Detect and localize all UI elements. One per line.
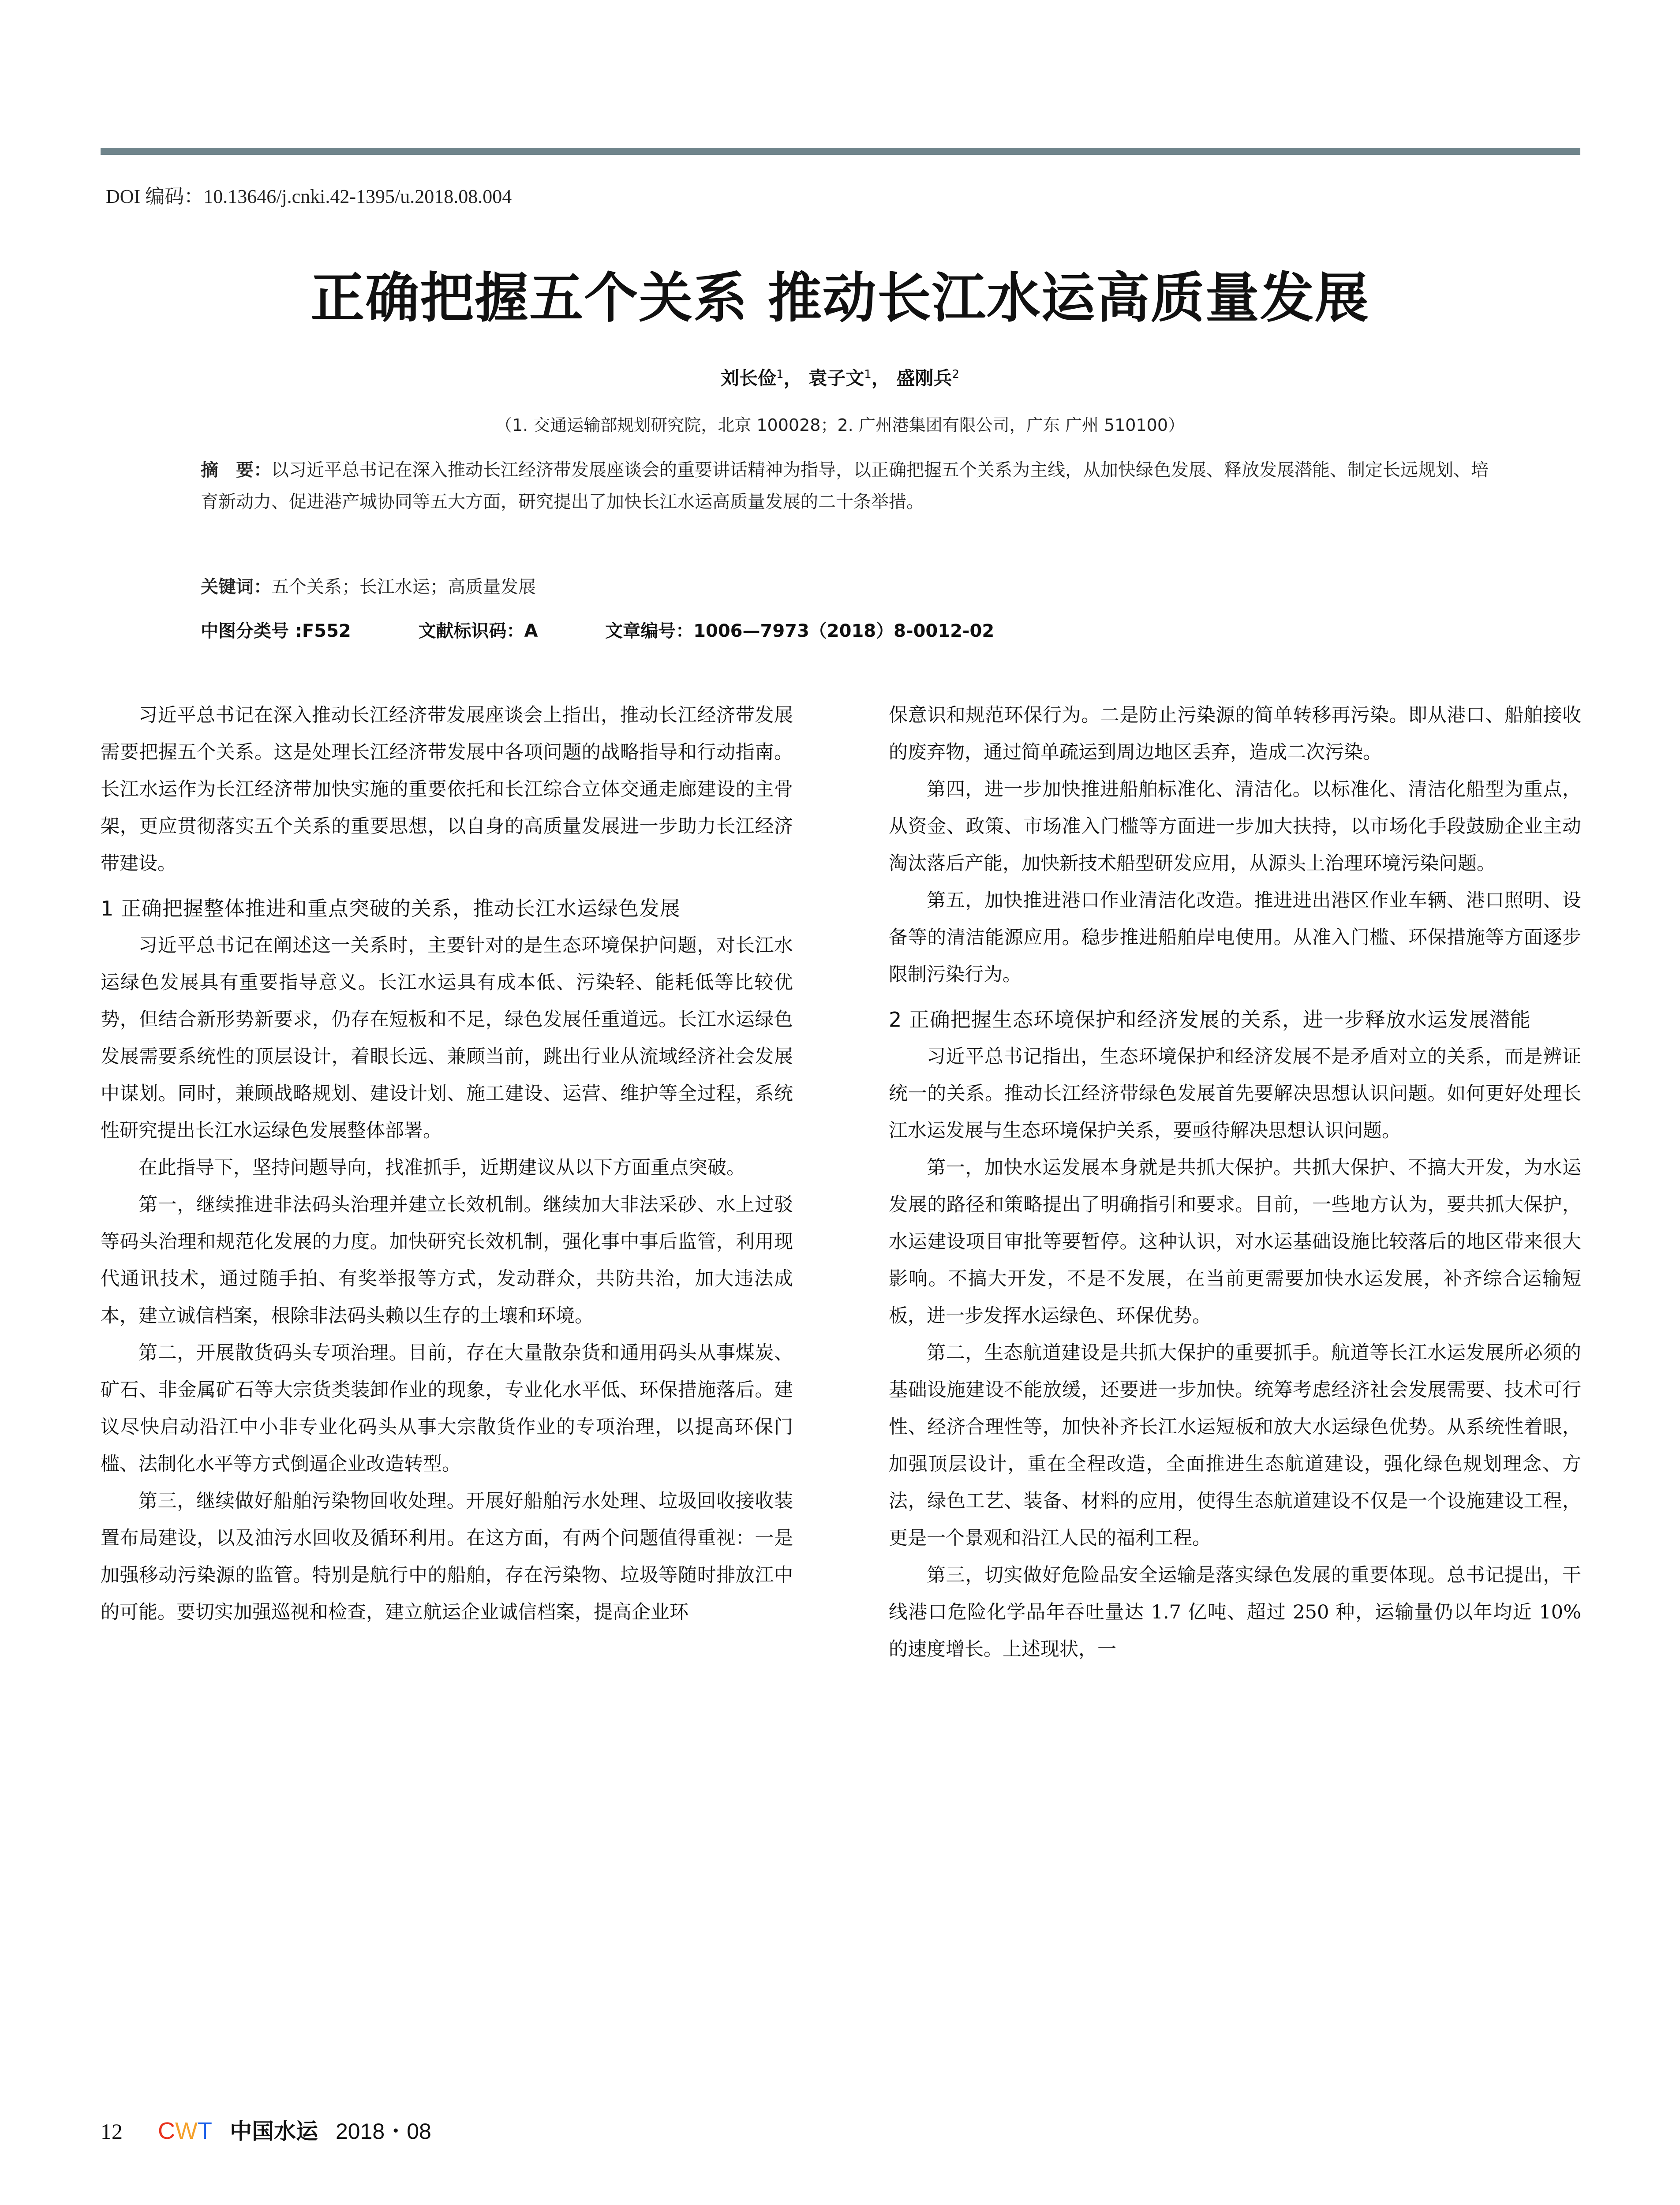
keywords — [201, 575, 536, 599]
paragraph: 保意识和规范环保行为。二是防止污染源的简单转移再污染。即从港口、船舶接收的废弃物，通过简单疏运到周边地区丢弃，造成二次污染。 — [889, 704, 1581, 763]
page-number: 12 — [101, 2119, 123, 2144]
abstract-text: 以习近平总书记在深入推动长江经济带发展座谈会的重要讲话精神为指导，以正确把握五个关系为主线，从加快绿色发展、释放发展潜能、制定长远规划、培育新动力、促进港产城协同等五大方面，研究提出了加快长江水运高质量发展的二十条举措。 — [201, 460, 1489, 512]
author-name: 刘长俭 — [721, 367, 777, 389]
paragraph: 第一，加快水运发展本身就是共抓大保护。共抓大保护、不搞大开发，为水运发展的路径和策略提出了明确指引和要求。目前，一些地方认为，要共抓大保护，水运建设项目审批等要暂停。这种认识，对水运基础设施比较落后的地区带来很大影响。不搞大开发，不是不发展，在当前更需要加快水运发展，补齐综合运输短板，进一步发挥水运绿色、环保优势。 — [889, 1157, 1581, 1327]
issue-number: 2018・08 — [335, 2119, 431, 2144]
left-column — [101, 697, 793, 1631]
author-affil-ref: 1 — [776, 368, 784, 381]
paragraph: 第二，生态航道建设是共抓大保护的重要抓手。航道等长江水运发展所必须的基础设施建设不能放缓，还要进一步加快。统筹考虑经济社会发展需要、技术可行性、经济合理性等，加快补齐长江水运短板和放大水运绿色优势。从系统性着眼，加强顶层设计，重在全程改造，全面推进生态航道建设，强化绿色规划理念、方法，绿色工艺、装备、材料的应用，使得生态航道建设不仅是一个设施建设工程，更是一个景观和沿江人民的福利工程。 — [889, 1342, 1581, 1549]
keywords-text: 五个关系；长江水运；高质量发展 — [271, 577, 536, 597]
paragraph: 第二，开展散货码头专项治理。目前，存在大量散杂货和通用码头从事煤炭、矿石、非金属矿石等大宗货类装卸作业的现象，专业化水平低、环保措施落后。建议尽快启动沿江中小非专业化码头从事大宗散货作业的专项治理，以提高环保门槛、法制化水平等方式倒逼企业改造转型。 — [101, 1342, 793, 1475]
paragraph: 第三，切实做好危险品安全运输是落实绿色发展的重要体现。总书记提出，干线港口危险化学品年吞吐量达 1.7 亿吨、超过 250 种，运输量仍以年均近 10% 的速度增长。上述现状，一 — [889, 1564, 1581, 1660]
author-list — [0, 366, 1680, 391]
magazine-name: 中国水运 — [229, 2118, 318, 2144]
doi-code: DOI 编码：10.13646/j.cnki.42-1395/u.2018.08.004 — [106, 186, 512, 207]
author-affil-ref: 1 — [864, 368, 872, 381]
page-footer — [101, 2117, 431, 2145]
section-heading: 2 正确把握生态环境保护和经济发展的关系，进一步释放水运发展潜能 — [889, 1008, 1531, 1031]
paragraph: 习近平总书记指出，生态环境保护和经济发展不是矛盾对立的关系，而是辨证统一的关系。推动长江经济带绿色发展首先要解决思想认识问题。如何更好处理长江水运发展与生态环境保护关系，要亟待解决思想认识问题。 — [889, 1046, 1581, 1142]
article-title: 正确把握五个关系 推动长江水运高质量发展 — [311, 266, 1369, 329]
affiliations: （1. 交通运输部规划研究院，北京 100028；2. 广州港集团有限公司，广东 广州 510100） — [495, 415, 1185, 435]
document-code: 文献标识码：A — [418, 621, 538, 641]
keywords-label: 关键词： — [201, 577, 271, 597]
article-number: 文章编号：1006—7973（2018）8-0012-02 — [605, 621, 995, 641]
cwt-logo — [158, 2117, 212, 2145]
paragraph: 第五，加快推进港口作业清洁化改造。推进进出港区作业车辆、港口照明、设备等的清洁能源应用。稳步推进船舶岸电使用。从准入门槛、环保措施等方面逐步限制污染行为。 — [889, 889, 1581, 986]
right-column — [889, 697, 1581, 1668]
paragraph: 第四，进一步加快推进船舶标准化、清洁化。以标准化、清洁化船型为重点，从资金、政策、市场准入门槛等方面进一步加大扶持，以市场化手段鼓励企业主动淘汰落后产能，加快新技术船型研发应用，从源头上治理环境污染问题。 — [889, 778, 1581, 875]
author — [808, 367, 890, 389]
author-separator: ， — [783, 367, 802, 389]
author — [721, 367, 802, 389]
author-name: 袁子文 — [808, 367, 864, 389]
clc-number: 中图分类号 :F552 — [201, 621, 351, 641]
author-name: 盛刚兵 — [896, 367, 952, 389]
section-heading: 1 正确把握整体推进和重点突破的关系，推动长江水运绿色发展 — [101, 897, 681, 920]
logo-letter: T — [197, 2118, 212, 2144]
author — [896, 367, 959, 389]
logo-letter: C — [158, 2118, 175, 2144]
paragraph: 第一，继续推进非法码头治理并建立长效机制。继续加大非法采砂、水上过驳等码头治理和规范化发展的力度。加快研究长效机制，强化事中事后监管，利用现代通讯技术，通过随手拍、有奖举报等方式，发动群众，共防共治，加大违法成本，建立诚信档案，根除非法码头赖以生存的土壤和环境。 — [101, 1194, 793, 1327]
paragraph: 第三，继续做好船舶污染物回收处理。开展好船舶污水处理、垃圾回收接收装置布局建设，以及油污水回收及循环利用。在这方面，有两个问题值得重视：一是加强移动污染源的监管。特别是航行中的船舶，存在污染物、垃圾等随时排放江中的可能。要切实加强巡视和检查，建立航运企业诚信档案，提高企业环 — [101, 1490, 793, 1623]
paragraph: 在此指导下，坚持问题导向，找准抓手，近期建议从以下方面重点突破。 — [138, 1157, 745, 1179]
logo-letter: W — [175, 2118, 198, 2144]
paragraph: 习近平总书记在深入推动长江经济带发展座谈会上指出，推动长江经济带发展需要把握五个关系。这是处理长江经济带发展中各项问题的战略指导和行动指南。长江水运作为长江经济带加快实施的重要依托和长江综合立体交通走廊建设的主骨架，更应贯彻落实五个关系的重要思想，以自身的高质量发展进一步助力长江经济带建设。 — [101, 704, 793, 875]
author-affil-ref: 2 — [952, 368, 959, 381]
abstract — [201, 454, 1489, 518]
classification-line — [201, 619, 1056, 643]
abstract-label: 摘 要： — [201, 460, 271, 480]
author-separator: ， — [871, 367, 890, 389]
paragraph: 习近平总书记在阐述这一关系时，主要针对的是生态环境保护问题，对长江水运绿色发展具有重要指导意义。长江水运具有成本低、污染轻、能耗低等比较优势，但结合新形势新要求，仍存在短板和不足，绿色发展任重道远。长江水运绿色发展需要系统性的顶层设计，着眼长远、兼顾当前，跳出行业从流域经济社会发展中谋划。同时，兼顾战略规划、建设计划、施工建设、运营、维护等全过程，系统性研究提出长江水运绿色发展整体部署。 — [101, 934, 793, 1142]
header-rule — [101, 148, 1580, 155]
